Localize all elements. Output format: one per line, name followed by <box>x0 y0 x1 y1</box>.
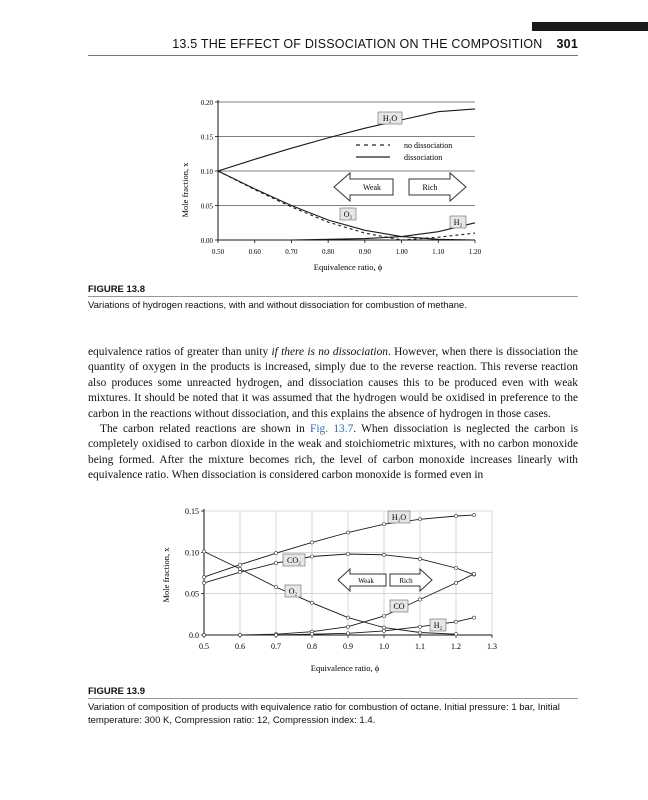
svg-text:CO: CO <box>393 602 405 611</box>
legend-no-dissociation: no dissociation <box>404 141 453 150</box>
header-rule <box>88 55 578 56</box>
data-point <box>238 563 241 566</box>
data-point <box>202 581 205 584</box>
x-tick-label: 1.1 <box>415 642 425 651</box>
data-point <box>238 567 241 570</box>
data-point <box>202 550 205 553</box>
x-tick-label: 1.10 <box>432 248 445 256</box>
y-tick-label: 0.15 <box>185 507 199 516</box>
data-point <box>418 625 421 628</box>
data-point <box>274 633 277 636</box>
section-title: 13.5 THE EFFECT OF DISSOCIATION ON THE COMPOSITION <box>172 37 543 51</box>
data-point <box>418 631 421 634</box>
o2-series-label <box>285 585 301 597</box>
data-point <box>382 629 385 632</box>
emphasis: if there is no dissociation <box>271 346 388 358</box>
data-point <box>310 633 313 636</box>
weak-rich-arrows <box>334 173 466 201</box>
h2o-series-label <box>388 511 410 523</box>
x-tick-label: 0.8 <box>307 642 317 651</box>
x-tick-label: 0.90 <box>358 248 371 256</box>
x-tick-label: 0.70 <box>285 248 298 256</box>
header-bar <box>532 22 648 31</box>
x-tick-label: 0.80 <box>322 248 335 256</box>
figure-13-9-caption: Variation of composition of products with equivalence ratio for combustion of octane. Initial pressure: 1 bar, Initial temperature: 300 K, Compression ratio: 12, Compression index: 1.4. <box>88 702 560 726</box>
paragraph-2: The carbon related reactions are shown in Fig. 13.7. When dissociation is neglected the carbon is completely oxidised to carbon dioxide in the weak and stoichiometric mixtures, with no carbon monoxide being formed. After the mixture becomes rich, the level of carbon monoxide increases linearly with equivalence ratio. When dissociation is considered carbon monoxide is formed even in <box>88 423 579 482</box>
data-point <box>454 581 457 584</box>
x-tick-label: 1.00 <box>395 248 408 256</box>
data-point <box>238 633 241 636</box>
data-point <box>238 571 241 574</box>
figure-13-8-rule <box>88 296 578 297</box>
data-point <box>274 561 277 564</box>
co-series-label <box>390 600 408 612</box>
figure-13-8-chart <box>160 90 510 285</box>
data-point <box>202 633 205 636</box>
data-point <box>454 514 457 517</box>
svg-text:H₂: H₂ <box>453 218 463 227</box>
y-tick-label: 0.20 <box>200 99 213 107</box>
data-point <box>472 572 475 575</box>
figure-13-8-caption: Variations of hydrogen reactions, with and without dissociation for combustion of methane. <box>88 300 467 311</box>
figure-13-9-chart <box>150 500 520 680</box>
x-tick-label: 0.9 <box>343 642 353 651</box>
x-tick-label: 1.20 <box>468 248 482 256</box>
x-tick-label: 0.5 <box>199 642 209 651</box>
svg-text:H₂O: H₂O <box>382 114 398 123</box>
data-point <box>418 598 421 601</box>
data-point <box>382 553 385 556</box>
series-line-h2o <box>204 515 474 577</box>
legend <box>356 141 452 162</box>
paragraph-1: equivalence ratios of greater than unity if there is no dissociation. However, when there is dissociation the quantity of oxygen in the products is increased, simply due to the reverse reaction. This reverse reaction also produces some unreacted hydrogen, and dissociation causes this to be produced even with weak mixtures. It should be noted that it was assumed that the hydrogen would be oxidised in preference to the carbon in the reactions without dissociation, and this explains the absence of hydrogen in those cases. <box>88 346 578 420</box>
y-tick-label: 0.00 <box>200 237 213 245</box>
data-point <box>382 614 385 617</box>
data-point <box>274 585 277 588</box>
co2-series-label <box>283 554 305 566</box>
figure-13-9-rule <box>88 698 578 699</box>
x-tick-label: 0.6 <box>235 642 245 651</box>
svg-text:H₂O: H₂O <box>391 513 407 522</box>
data-point <box>382 626 385 629</box>
weak-label: Weak <box>358 577 374 585</box>
data-point <box>346 531 349 534</box>
weak-rich-arrows <box>338 569 432 591</box>
y-tick-label: 0.10 <box>185 548 199 558</box>
data-point <box>202 576 205 579</box>
svg-text:CO₂: CO₂ <box>287 556 301 565</box>
data-point <box>346 552 349 555</box>
data-point <box>418 557 421 560</box>
data-point <box>310 601 313 604</box>
running-head <box>0 37 578 51</box>
data-point <box>310 541 313 544</box>
y-axis-label: Mole fraction, x <box>161 547 171 603</box>
figure-reference-link[interactable]: Fig. 13.7 <box>310 423 354 436</box>
legend-dissociation: dissociation <box>404 153 443 162</box>
data-point <box>346 616 349 619</box>
x-tick-label: 0.60 <box>248 248 261 256</box>
rich-label: Rich <box>399 577 413 585</box>
x-axis-label: Equivalence ratio, ϕ <box>310 663 380 673</box>
data-point <box>472 616 475 619</box>
y-tick-label: 0.15 <box>200 133 213 142</box>
svg-text:H₂: H₂ <box>433 621 443 630</box>
weak-label: Weak <box>362 183 382 192</box>
figure-13-9-label: FIGURE 13.9 <box>88 686 146 697</box>
x-tick-label: 1.2 <box>451 642 461 651</box>
y-tick-label: 0.05 <box>185 589 199 599</box>
x-tick-label: 0.7 <box>271 642 281 651</box>
h2o-series-label <box>378 112 402 124</box>
y-tick-label: 0.10 <box>200 168 213 176</box>
y-axis-label: Mole fraction, x <box>180 162 190 218</box>
data-point <box>454 566 457 569</box>
page-number: 301 <box>556 37 578 51</box>
data-point <box>346 625 349 628</box>
svg-text:O₂: O₂ <box>288 587 298 596</box>
data-point <box>418 518 421 521</box>
y-tick-label: 0.05 <box>200 202 213 211</box>
data-point <box>310 555 313 558</box>
data-point <box>454 620 457 623</box>
y-tick-label: 0.0 <box>189 631 199 640</box>
data-point <box>382 523 385 526</box>
body-text <box>88 345 578 484</box>
data-point <box>346 632 349 635</box>
svg-text:O₂: O₂ <box>343 210 353 219</box>
x-tick-label: 0.50 <box>211 248 225 256</box>
rich-label: Rich <box>422 183 438 192</box>
data-point <box>454 633 457 636</box>
data-point <box>472 514 475 517</box>
data-point <box>274 552 277 555</box>
h2-series-label <box>430 619 446 631</box>
x-tick-label: 1.0 <box>379 642 389 651</box>
h2-series-label <box>450 216 466 228</box>
x-axis-label: Equivalence ratio, ϕ <box>313 262 383 272</box>
figure-13-8-label: FIGURE 13.8 <box>88 284 146 295</box>
o2-series-label <box>340 208 356 220</box>
x-tick-label: 1.3 <box>487 642 497 651</box>
